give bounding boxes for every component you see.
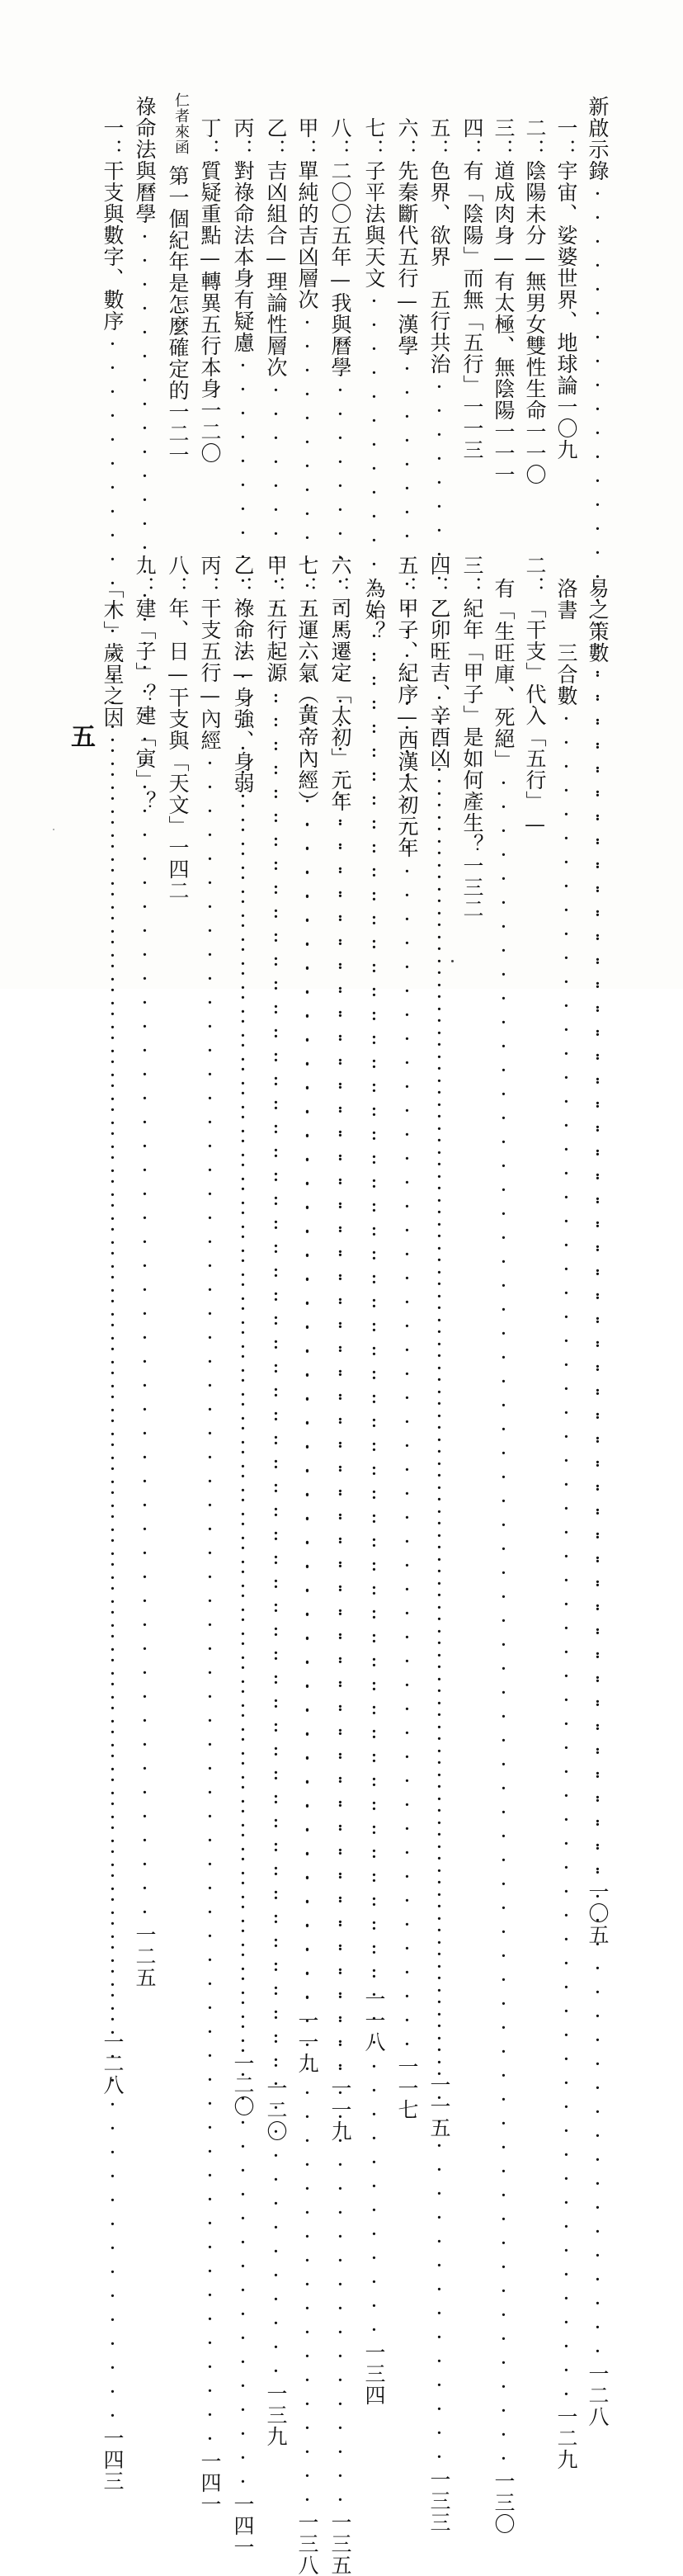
toc-entry-page: 一四一 [198,2451,222,2515]
toc-entry [523,555,547,837]
toc-entry-title: 六：先秦斷代五行—漢學 [395,117,419,357]
toc-entry-page: 一三三 [427,2469,451,2533]
toc-entry-title: 有「生旺庫、死絕」 [492,578,516,771]
toc-entry-title: 為始？ [362,578,386,642]
toc-entry-title: 一：干支與數字、數序 [101,117,125,332]
toc-entry [556,117,577,461]
toc-entry-page: 一二一 [166,401,190,466]
toc-entry [166,92,190,466]
toc-entry-title: 洛書 三合數 [554,578,578,707]
scan-speck [451,960,454,962]
toc-entry-page: 一二九 [554,2406,578,2470]
dot-leader [102,728,123,2427]
toc-entry-title: 八：年、日—干支與「天文」 [166,555,190,837]
toc-entry-title: 「木」歲星之因 [101,578,125,728]
dot-leader [134,225,155,1924]
toc-entry-page: 一三四 [362,2342,386,2406]
toc-entry [492,578,516,2535]
toc-entry-title: 二：「干支」代入「五行」— [523,555,547,837]
toc-entry-title: 乙：祿命法—身強、身弱 [231,555,255,794]
toc-entry-page: 一二八 [101,2031,125,2096]
toc-entry-page: 一四一 [231,2493,255,2558]
toc-entry-title: 第一個紀年是怎麼確定的 [166,165,190,401]
toc-entry-title: 七：五運六氣（黃帝內經） [295,555,319,812]
toc-entry-page: 一三九 [264,2383,288,2447]
toc-entry-title: 易之策數 [586,578,610,664]
toc-entry-page: 一一一 [492,421,516,485]
toc-entry-page: 一四三 [101,2427,125,2492]
page-number: 五 [71,723,96,752]
toc-entry-page: 一〇五 [586,1881,610,1945]
toc-entry [523,117,547,485]
dot-leader [587,664,608,2363]
toc-entry-page: 一一〇 [523,421,547,485]
toc-entry-title: 三：紀年「甲子」是如何產生？ [460,555,484,855]
toc-entry-title: 三：道成肉身—有太極、無陰陽 [492,117,516,421]
toc-entry-page: 一二〇 [198,399,222,464]
toc-entry-title: 八：二〇〇五年—我與曆學 [328,117,352,378]
toc-entry [395,555,419,858]
toc-entry-page: 一一七 [395,2056,419,2120]
dot-leader [364,642,384,2342]
toc-entry-title: 一：宇宙、娑婆世界、地球論 [554,117,578,396]
toc-entry-page: 一一三 [460,396,484,461]
toc-entry-page: 一三〇 [492,2470,516,2535]
toc-entry-page: 一二五 [133,1924,157,1988]
dot-leader [266,683,286,2383]
toc-entry-title: 五：色界、欲界 五行共治 [427,117,451,375]
dot-leader [493,771,514,2470]
toc-entry [198,117,222,464]
toc-entry-title: 五：甲子、紀序—西漢太初元年 [395,555,419,858]
toc-entry-title: 七：子平法與天文 [362,117,386,289]
toc-entry [554,578,578,2470]
toc-entry-page: 一三八 [295,2512,319,2576]
toc-entry-title: 二：陰陽未分—無男女雙性生命 [523,117,547,421]
toc-entry [460,555,484,919]
toc-entry [133,555,157,812]
toc-entry-title: 乙：吉凶組合—理論性層次 [264,117,288,378]
toc-entry-title: 四：乙卯旺吉、辛酉凶 [427,555,451,769]
toc-entry-title: 四：有「陰陽」而無「五行」 [460,117,484,396]
dot-leader [429,769,450,2469]
toc-entry [198,555,222,2515]
toc-entry-title: 新啟示錄 [586,96,610,182]
toc-entry-title: 丁：質疑重點—轉異五行本身 [198,117,222,399]
toc-entry-title: 甲：單純的吉凶層次 [295,117,319,310]
toc-entry-page: 一〇九 [554,396,578,461]
toc-entry-label: 仁者來函 [172,92,190,155]
toc-entry [166,555,190,901]
toc-entry-page: 一三五 [328,2512,352,2576]
dot-leader [297,812,318,2512]
toc-entry-title: 丙：對祿命法本身有疑慮 [231,117,255,353]
toc-entry-page: 一三二 [460,855,484,919]
toc-entry-page: 一一五 [427,2074,451,2139]
toc-entry-title: 甲：五行起源 [264,555,288,683]
toc-entry-page: 一一九 [328,2077,352,2142]
scan-speck [53,829,54,830]
toc-entry-title: 六：司馬遷定「太初」元年 [328,555,352,812]
toc-entry-page: 一二〇 [264,2077,288,2142]
dot-leader [556,707,577,2406]
toc-entry-page: 一二〇 [231,2053,255,2117]
toc-entry-title: 九：建「子」？建「寅」？ [133,555,157,812]
toc-entry-title: 丙：干支五行—內經 [198,555,222,751]
dot-leader [200,751,220,2451]
toc-entry [492,117,516,485]
toc-entry [462,117,483,461]
toc-entry-page: 一一九 [295,2010,319,2074]
toc-entry-page: 一一八 [362,1988,386,2053]
dot-leader [233,794,253,2493]
toc-entry-page: 一二八 [586,2363,610,2427]
toc-entry-page: 一四二 [166,837,190,901]
dot-leader [330,812,351,2512]
toc-entry-title: 祿命法與曆學 [133,96,157,225]
